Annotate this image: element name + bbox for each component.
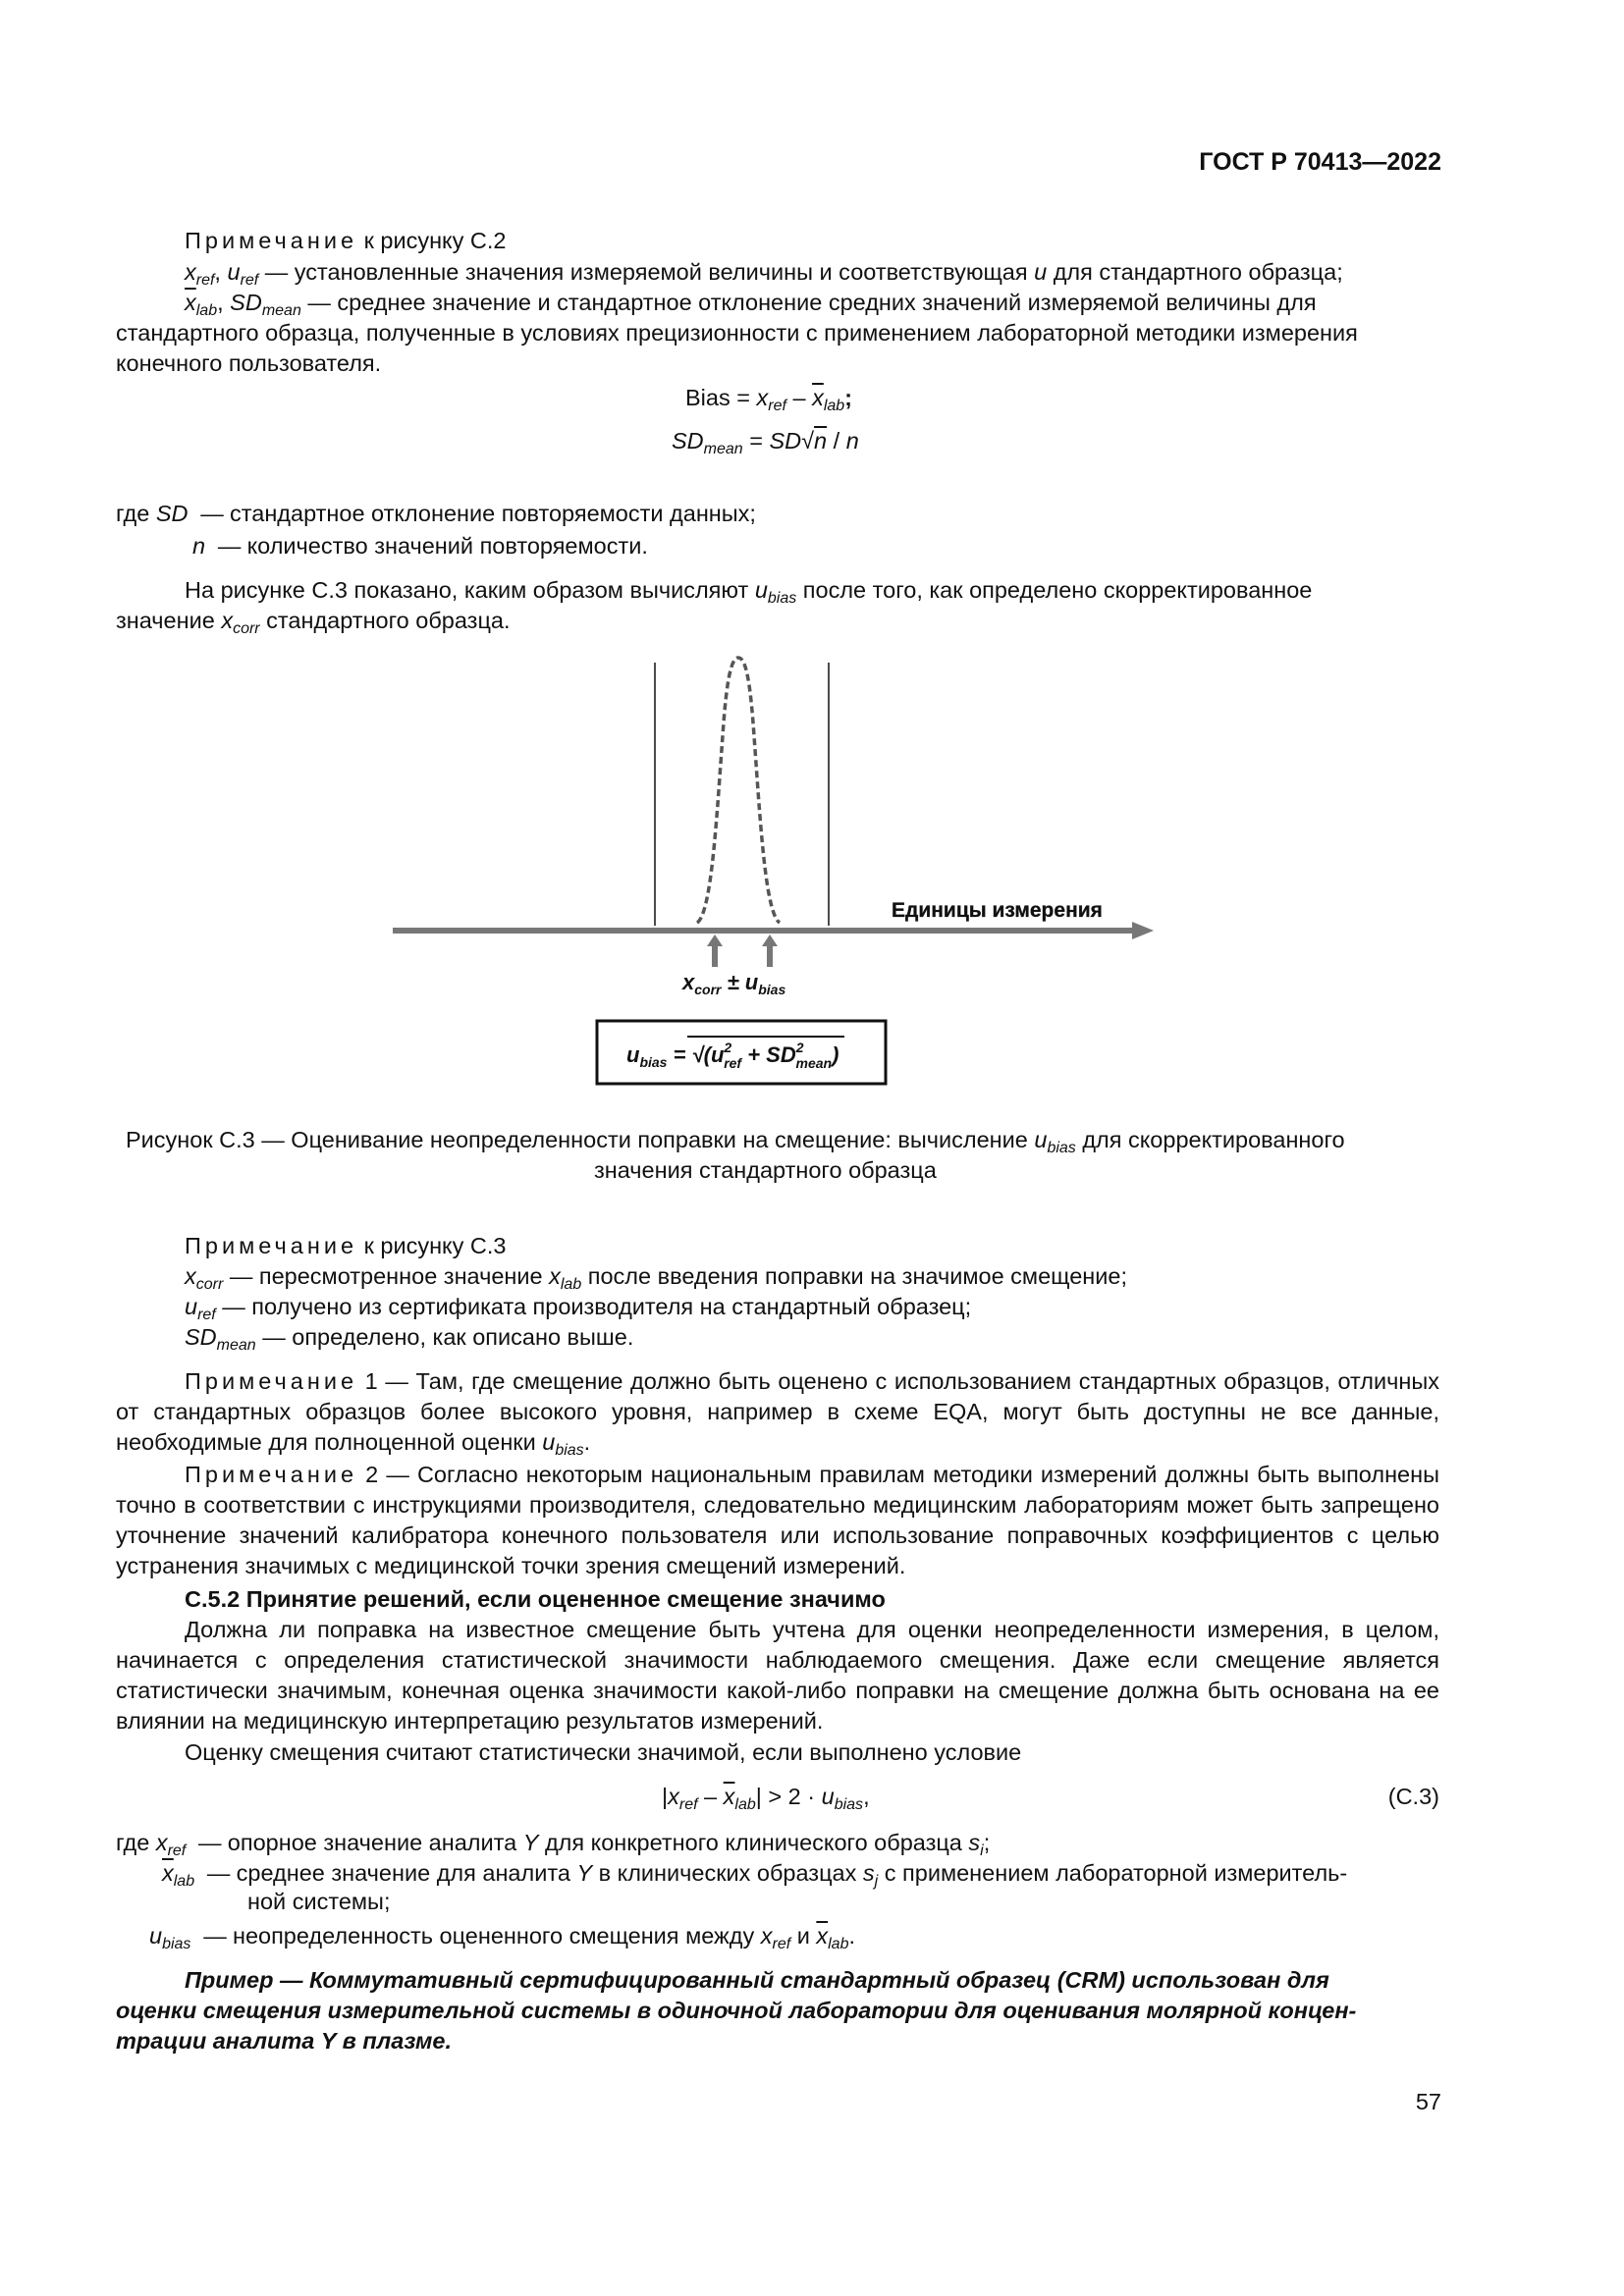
note-1: Примечание 1 — Там, где смещение должно быть оценено с использованием стандартных образцов, отличных от стандартных образцов более высокого уровня, например в схеме EQA, могут быть доступны не все данные, необходимые для полноценной оценки $u_{bias}$. [116, 1368, 1439, 1459]
example-line2: оценки смещения измерительной системы в одиночной лаборатории для оценивания молярной концен- [116, 1998, 1357, 2023]
document-id: ГОСТ Р 70413—2022 [1199, 148, 1441, 176]
note-c3-title: Примечание к рисунку С.3 [185, 1233, 507, 1258]
where-xref-line: где $x_{ref}$ — опорное значение аналита Y для конкретного клинического образца $s_i$; [116, 1830, 991, 1859]
note-title-rest: к рисунку С.2 [363, 228, 507, 253]
axis-arrowhead [1132, 922, 1154, 939]
where-sd-line: где SD — стандартное отклонение повторяемости данных; [116, 501, 756, 526]
note-c2-line3: стандартного образца, полученные в условиях прецизионности с применением лабораторной методики измерения [116, 320, 1358, 346]
upper-bound-arrow [762, 934, 778, 967]
where-n-line: n — количество значений повторяемости. [192, 533, 648, 559]
section-para-2: Оценку смещения считают статистически значимой, если выполнено условие [185, 1739, 1022, 1765]
figure-c3 [373, 648, 1178, 1099]
note-c3-line2: $u_{ref}$ — получено из сертификата производителя на стандартный образец; [185, 1294, 972, 1323]
page-number: 57 [1415, 2089, 1441, 2114]
figure-caption-line1: Рисунок С.3 — Оценивание неопределенности поправки на смещение: вычисление $u_{bias}$ для скорректированного [126, 1127, 1345, 1156]
note-c2-title [185, 226, 506, 255]
distribution-curve [697, 658, 780, 923]
figure-caption-line2: значения стандартного образца [594, 1157, 937, 1183]
note-2: Примечание 2 — Согласно некоторым национальным правилам методики измерений должны быть выполнены точно в соответствии с инструкциями производителя, следовательно медицинским лабораториям может быть запрещено уточнение значений калибратора конечного пользователя или использование поправочных коэффициентов с целью устранения значимых с медицинской точки зрения смещений измерений. [116, 1462, 1439, 1578]
sd-mean-formula: $SD_{mean} = SD√n / n$ [672, 428, 859, 457]
note-c2-line2: $\overline{x}_{lab}$, $SD_{mean}$ — среднее значение и стандартное отклонение средних значений измеряемой величины для [185, 290, 1317, 319]
where-xlab-cont: ной системы; [247, 1889, 391, 1914]
para-c3-line2: значение $x_{corr}$ стандартного образца. [116, 608, 511, 637]
note-c2-line1: $x_{ref}$, $u_{ref}$ — установленные значения измеряемой величины и соответствующая u для стандартного образца; [185, 259, 1343, 289]
lower-bound-arrow [707, 934, 723, 967]
note-c3-line1: $x_{corr}$ — пересмотренное значение $x_{lab}$ после введения поправки на значимое смещение; [185, 1263, 1127, 1293]
section-heading: С.5.2 Принятие решений, если оцененное смещение значимо [185, 1586, 886, 1612]
where-ubias-line: $u_{bias}$ — неопределенность оцененного смещения между $x_{ref}$ и $\overline{x}_{lab}$. [149, 1923, 855, 1952]
example-line1: Пример — Коммутативный сертифицированный стандартный образец (CRM) использован для [185, 1967, 1329, 1993]
example-line3: трации аналита Y в плазме. [116, 2028, 453, 2054]
xcorr-ubias-label: $x_{corr} \pm u_{bias}$ [682, 970, 786, 997]
where-xlab-line: $\overline{x}_{lab}$ — среднее значение для аналита Y в клинических образцах $s_j$ с применением лабораторной измеритель- [162, 1860, 1348, 1890]
section-para-1: Должна ли поправка на известное смещение быть учтена для оценки неопределенности измерения, в целом, начинается с определения статистической значимости наблюдаемого смещения. Даже если смещение является статистически значимым, конечная оценка значимости какой-либо поправки на смещение должна быть основана на ее влиянии на медицинскую интерпретацию результатов измерений. [116, 1617, 1439, 1734]
bias-formula: Bias = $x_{ref} - \overline{x}_{lab}$; [685, 385, 852, 414]
note-label: Примечание [185, 228, 358, 253]
note-c2-line4: конечного пользователя. [116, 350, 382, 376]
note-c3-line3: $SD_{mean}$ — определено, как описано выше. [185, 1324, 634, 1354]
para-c3-line1: На рисунке С.3 показано, каким образом вычисляют $u_{bias}$ после того, как определено скорректированное [185, 577, 1313, 607]
axis-label: Единицы измерения [892, 899, 1103, 922]
ubias-formula: $u_{bias} = √(u^2$ ref + $SD^2$ mean) [626, 1040, 839, 1071]
equation-number: (С.3) [1387, 1784, 1439, 1809]
equation-c3: $|x_{ref} - \overline{x}_{lab}| > 2 \cdot u_{bias}$, [662, 1784, 870, 1813]
